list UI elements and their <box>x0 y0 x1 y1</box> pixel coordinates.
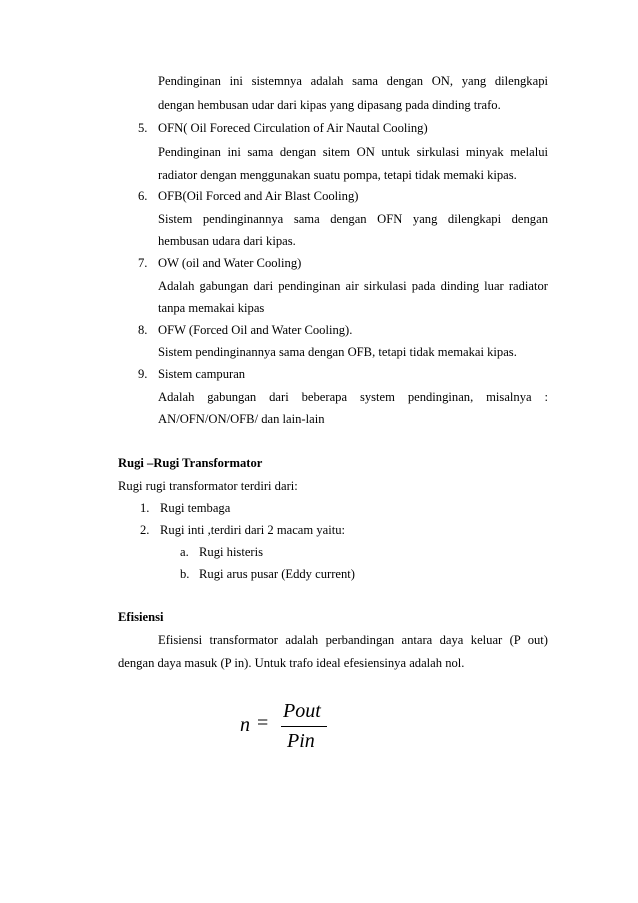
formula-denominator: Pin <box>287 730 315 752</box>
section-heading-rugi: Rugi –Rugi Transformator <box>118 456 263 470</box>
list-item-text: Adalah gabungan dari pendinginan air sirkulasi pada dinding luar radiator <box>158 279 548 293</box>
list-number: 7. <box>138 256 148 270</box>
efisiensi-line-2: dengan daya masuk (P in). Untuk trafo ideal efesiensinya adalah nol. <box>118 656 465 670</box>
formula-equals: = <box>257 712 269 734</box>
list-item-title: OFB(Oil Forced and Air Blast Cooling) <box>158 189 359 203</box>
list-item-text: Rugi inti ,terdiri dari 2 macam yaitu: <box>160 523 346 537</box>
list-item-text: hembusan udara dari kipas. <box>158 234 296 248</box>
list-number: 9. <box>138 367 148 381</box>
list-item-title: Sistem campuran <box>158 367 246 381</box>
efficiency-formula <box>240 700 350 756</box>
fraction-bar <box>281 726 327 727</box>
sublist-letter: a. <box>180 545 189 559</box>
sublist-letter: b. <box>180 567 190 581</box>
section-heading-efisiensi: Efisiensi <box>118 610 164 624</box>
list-item-text: Adalah gabungan dari beberapa system pendinginan, misalnya : <box>158 390 548 404</box>
list-item-title: OW (oil and Water Cooling) <box>158 256 302 270</box>
list-number: 2. <box>140 523 150 537</box>
list-item-text: Pendinginan ini sama dengan sitem ON untuk sirkulasi minyak melalui <box>158 145 548 159</box>
list-number: 8. <box>138 323 148 337</box>
rugi-intro: Rugi rugi transformator terdiri dari: <box>118 479 298 493</box>
list-number: 1. <box>140 501 150 515</box>
list-number: 5. <box>138 121 148 135</box>
list-item-title: OFN( Oil Foreced Circulation of Air Nautal Cooling) <box>158 121 428 135</box>
list-item-text: Sistem pendinginannya sama dengan OFB, tetapi tidak memakai kipas. <box>158 345 517 359</box>
list-number: 6. <box>138 189 148 203</box>
list-item-text: radiator dengan menggunakan suatu pompa, tetapi tidak memaki kipas. <box>158 168 517 182</box>
list-item-title: OFW (Forced Oil and Water Cooling). <box>158 323 353 337</box>
list-item-text: AN/OFN/ON/OFB/ dan lain-lain <box>158 412 325 426</box>
intro-line-1: Pendinginan ini sistemnya adalah sama dengan ON, yang dilengkapi <box>158 74 548 88</box>
list-item-text: Rugi tembaga <box>160 501 231 515</box>
formula-lhs: n <box>240 714 250 736</box>
intro-line-2: dengan hembusan udar dari kipas yang dipasang pada dinding trafo. <box>158 98 501 112</box>
efisiensi-line-1: Efisiensi transformator adalah perbandingan antara daya keluar (P out) <box>158 633 548 647</box>
formula-numerator: Pout <box>283 700 321 722</box>
list-item-text: tanpa memakai kipas <box>158 301 265 315</box>
sublist-item-text: Rugi histeris <box>199 545 264 559</box>
list-item-text: Sistem pendinginannya sama dengan OFN yang dilengkapi dengan <box>158 212 548 226</box>
sublist-item-text: Rugi arus pusar (Eddy current) <box>199 567 355 581</box>
